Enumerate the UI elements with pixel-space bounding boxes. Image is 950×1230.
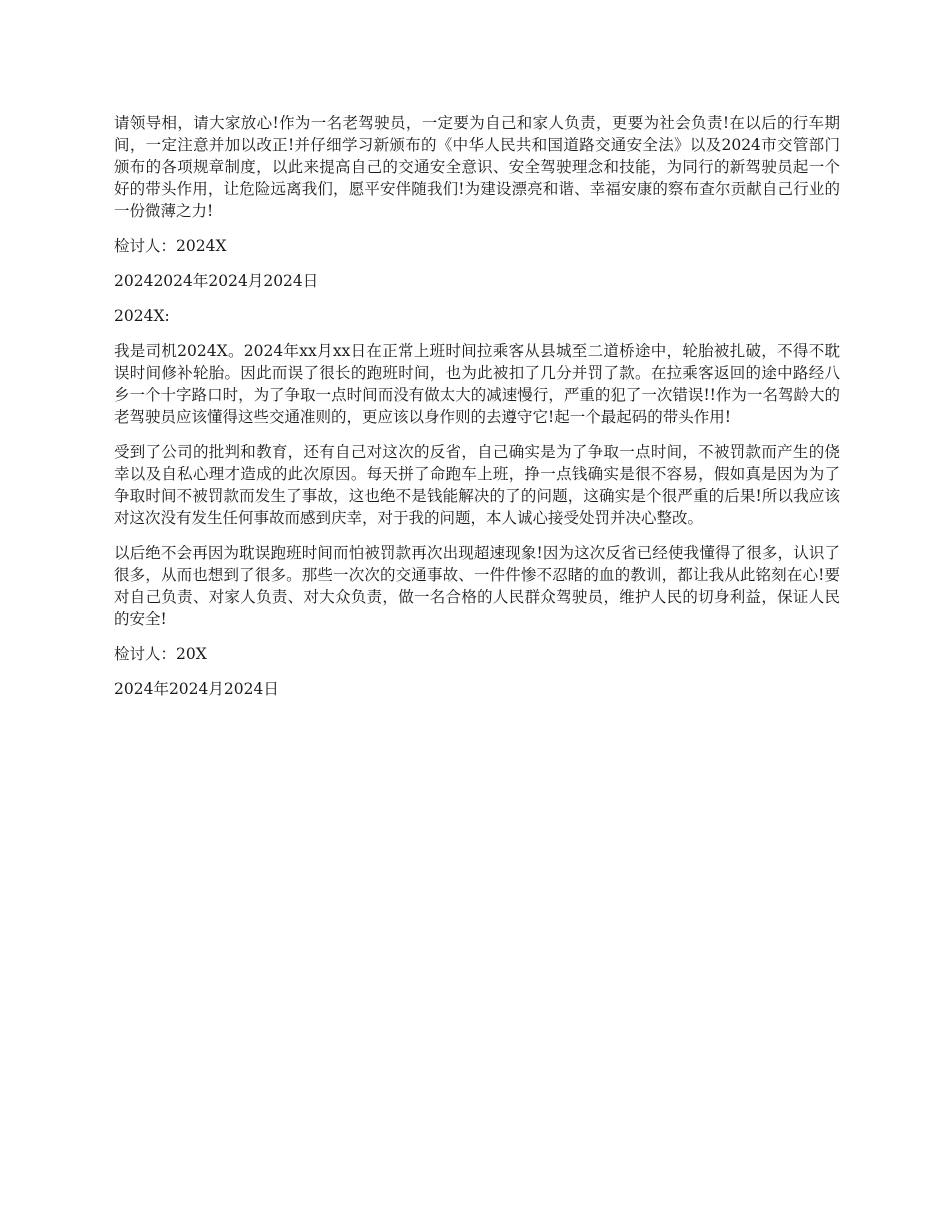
paragraph-commitment: 以后绝不会再因为耽误跑班时间而怕被罚款再次出现超速现象!因为这次反省已经使我懂得了很多，认识了很多，从而也想到了很多。那些一次次的交通事故、一件件惨不忍睹的血的教训，都让我从此铭刻在心!要对自己负责、对家人负责、对大众负责，做一名合格的人民群众驾驶员，维护人民的切身利益，保证人民的安全!: [114, 544, 840, 628]
signature-line-2: 检讨人：20X: [114, 645, 207, 663]
document-body: [114, 112, 840, 713]
paragraph-closing-pledge: 请领导相，请大家放心!作为一名老驾驶员，一定要为自己和家人负责，更要为社会负责!在以后的行车期间，一定注意并加以改正!并仔细学习新颁布的《中华人民共和国道路交通安全法》以及2024市交管部门颁布的各项规章制度，以此来提高自己的交通安全意识、安全驾驶理念和技能，为同行的新驾驶员起一个好的带头作用，让危险远离我们，愿平安伴随我们!为建设漂亮和谐、幸福安康的察布查尔贡献自己行业的一份微薄之力!: [114, 114, 840, 220]
date-line-1: 20242024年2024月2024日: [114, 272, 319, 290]
date-line-2: 2024年2024月2024日: [114, 680, 279, 698]
salutation: 2024X:: [114, 307, 170, 325]
signature-line-1: 检讨人：2024X: [114, 237, 227, 255]
paragraph-incident: 我是司机2024X。2024年xx月xx日在正常上班时间拉乘客从县城至二道桥途中，轮胎被扎破，不得不耽误时间修补轮胎。因此而误了很长的跑班时间，也为此被扣了几分并罚了款。在拉乘客返回的途中路经八乡一个十字路口时，为了争取一点时间而没有做太大的减速慢行，严重的犯了一次错误!!作为一名驾龄大的老驾驶员应该懂得这些交通准则的，更应该以身作则的去遵守它!起一个最起码的带头作用!: [114, 342, 840, 426]
paragraph-reflection: 受到了公司的批判和教育，还有自己对这次的反省，自己确实是为了争取一点时间，不被罚款而产生的侥幸以及自私心理才造成的此次原因。每天拼了命跑车上班，挣一点钱确实是很不容易，假如真是因为为了争取时间不被罚款而发生了事故，这也绝不是钱能解决的了的问题，这确实是个很严重的后果!所以我应该对这次没有发生任何事故而感到庆幸，对于我的问题，本人诚心接受处罚并决心整改。: [114, 443, 840, 527]
